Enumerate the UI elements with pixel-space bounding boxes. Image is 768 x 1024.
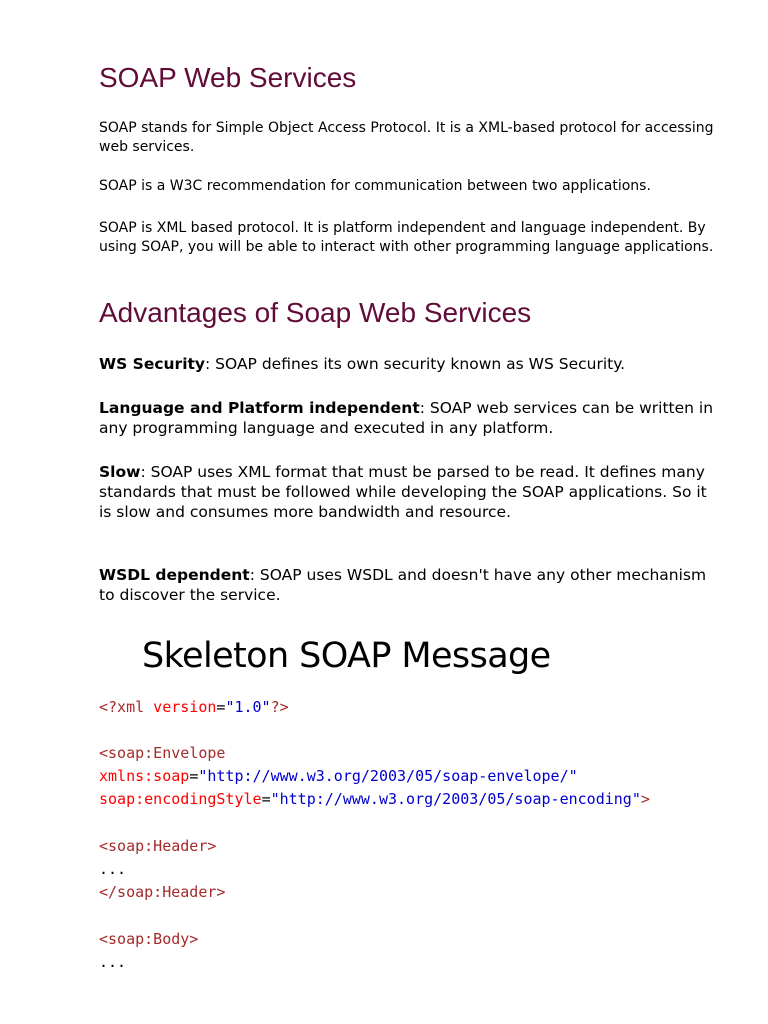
- code-token: </soap:Header>: [99, 883, 226, 901]
- code-line-header-close: [99, 882, 225, 902]
- code-token: xmlns:soap: [99, 767, 190, 785]
- code-line-xmlns: [99, 766, 578, 786]
- code-token: "http://www.w3.org/2003/05/soap-envelope/": [198, 767, 578, 785]
- advantage-text: : SOAP uses XML format that must be parsed to be read. It defines many standards that must be followed while developing the SOAP applications. So it is slow and consumes more bandwidth and resource.: [99, 463, 707, 521]
- heading-soap-web-services: SOAP Web Services: [99, 62, 357, 93]
- advantage-slow: [99, 462, 719, 522]
- code-token: soap:encodingStyle: [99, 790, 262, 808]
- advantage-text: : SOAP web services can be written in any programming language and executed in any platform.: [99, 399, 714, 437]
- code-line-body-open: [99, 929, 198, 949]
- intro-paragraph-3: SOAP is XML based protocol. It is platform independent and language independent. By using SOAP, you will be able to interact with other programming language applications.: [99, 220, 714, 255]
- code-token: ...: [99, 860, 127, 878]
- advantage-wsdl-dependent: [99, 565, 719, 605]
- code-token: =: [216, 698, 226, 716]
- code-line-header-open: [99, 836, 216, 856]
- code-token: =: [189, 767, 199, 785]
- code-token: "http://www.w3.org/2003/05/soap-encoding": [270, 790, 641, 808]
- code-token: version: [144, 698, 217, 716]
- advantage-language-platform: [99, 398, 719, 438]
- code-token: <?xml: [99, 698, 145, 716]
- advantage-term: Language and Platform independent: [99, 399, 420, 417]
- code-line-xml-declaration: [99, 697, 289, 717]
- advantage-term: WSDL dependent: [99, 566, 250, 584]
- code-line-envelope-open: [99, 743, 225, 763]
- code-line-ellipsis: [99, 859, 126, 879]
- code-token: >: [640, 790, 650, 808]
- code-token: <soap:Body>: [99, 930, 199, 948]
- code-token: ?>: [270, 698, 289, 716]
- code-token: <soap:Header>: [99, 837, 217, 855]
- advantage-term: WS Security: [99, 355, 206, 373]
- code-token: "1.0": [225, 698, 271, 716]
- heading-advantages: Advantages of Soap Web Services: [99, 297, 532, 328]
- code-line-encoding-style: [99, 789, 650, 809]
- intro-paragraph-2: SOAP is a W3C recommendation for communication between two applications.: [99, 178, 651, 194]
- code-token: <soap:Envelope: [99, 744, 226, 762]
- intro-paragraph-1: SOAP stands for Simple Object Access Protocol. It is a XML-based protocol for accessing web services.: [99, 120, 714, 155]
- code-token: ...: [99, 953, 127, 971]
- heading-skeleton-soap-message: Skeleton SOAP Message: [142, 636, 551, 676]
- advantage-text: : SOAP defines its own security known as WS Security.: [205, 355, 626, 373]
- code-line-ellipsis: [99, 952, 126, 972]
- code-token: =: [261, 790, 271, 808]
- advantage-term: Slow: [99, 463, 141, 481]
- advantage-text: : SOAP uses WSDL and doesn't have any other mechanism to discover the service.: [99, 566, 707, 604]
- advantage-ws-security: [99, 354, 719, 374]
